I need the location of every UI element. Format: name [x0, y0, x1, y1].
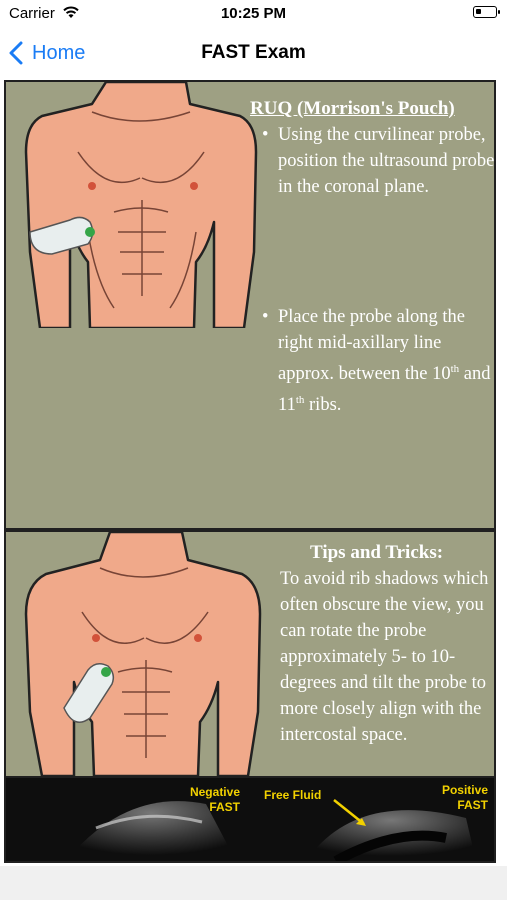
ultrasound-comparison — [6, 778, 494, 861]
ruq-bullet-1-text: Using the curvilinear probe, position the ultrasound probe in the coronal plane. — [278, 125, 494, 197]
carrier-label: Carrier — [9, 5, 55, 22]
positive-label-line-1: Positive — [441, 783, 488, 797]
ruq-bullet-3 — [18, 524, 491, 528]
ruq-bullet-2-sup-1: th — [450, 363, 460, 375]
ruq-bullet-2 — [260, 304, 494, 418]
bottom-bar — [0, 866, 507, 900]
status-time: 10:25 PM — [220, 5, 287, 22]
torso-illustration-2 — [18, 532, 270, 776]
tips-heading: Tips and Tricks: — [310, 542, 444, 563]
ruq-bullet-2-text-c: ribs. — [304, 395, 342, 416]
positive-label-line-2: FAST — [457, 798, 488, 812]
fast-exam-figure — [4, 80, 496, 863]
ruq-bullet-3-text — [36, 527, 445, 528]
ruq-bullet-2-sup-2: th — [295, 394, 305, 407]
ruq-panel — [6, 82, 494, 528]
tips-body: To avoid rib shadows which often obscure the view, you can rotate the probe approximately 5- to 10- degrees and tilt the probe to more closely align with the intercostal space. — [280, 569, 489, 745]
ruq-heading: RUQ (Morrison's Pouch) — [250, 98, 455, 119]
negative-label-line-1: Negative — [189, 785, 240, 799]
ruq-bullet-2-text-a: Place the probe along the right mid-axillary line approx. between the 10 — [278, 307, 465, 385]
ruq-bullet-2-text-b: and 11 — [278, 364, 491, 416]
free-fluid-arrow — [334, 800, 364, 824]
navigation-bar — [0, 30, 507, 76]
battery-icon — [473, 6, 497, 18]
torso-illustration — [18, 82, 264, 328]
back-button-label: Home — [32, 41, 86, 64]
negative-fast-label — [166, 785, 240, 815]
page-title: FAST Exam — [201, 42, 306, 63]
positive-fast-label — [416, 783, 488, 813]
negative-label-line-2: FAST — [209, 800, 240, 814]
ruq-bullet-1 — [260, 122, 494, 200]
status-bar — [0, 0, 507, 30]
tips-panel — [6, 532, 494, 776]
free-fluid-label: Free Fluid — [264, 788, 322, 802]
